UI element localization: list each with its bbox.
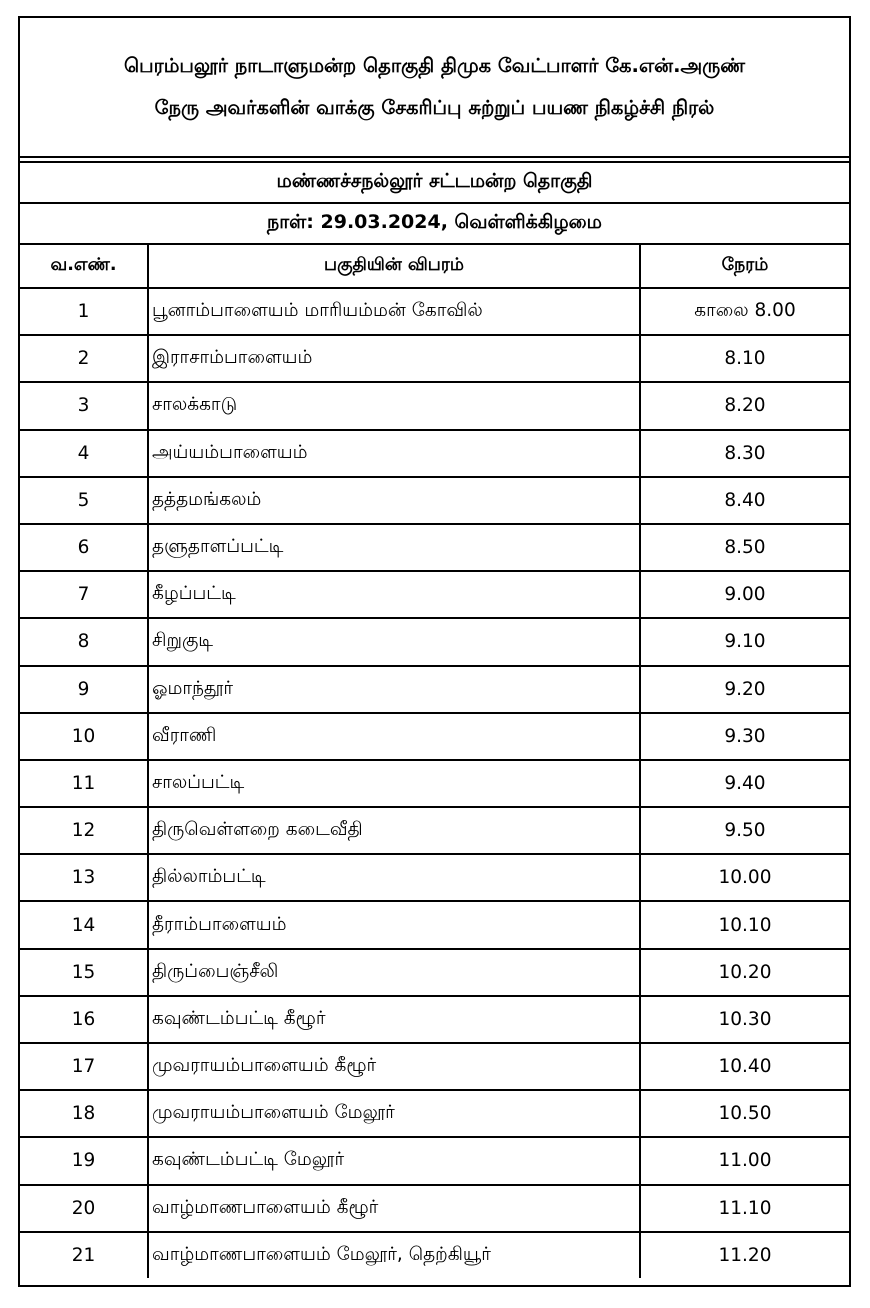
title-line-2: நேரு அவர்களின் வாக்கு சேகரிப்பு சுற்றுப் பயண நிகழ்ச்சி நிரல் [154, 96, 715, 119]
row-time: 9.20 [640, 666, 849, 713]
row-time: 11.10 [640, 1185, 849, 1232]
row-place: திருவெள்ளறை கடைவீதி [148, 807, 640, 854]
row-time: 9.10 [640, 618, 849, 665]
row-serial-no: 15 [20, 949, 148, 996]
row-time: 8.40 [640, 477, 849, 524]
table-row [20, 382, 849, 429]
row-time: 9.50 [640, 807, 849, 854]
row-place: தில்லாம்பட்டி [148, 854, 640, 901]
row-serial-no: 16 [20, 996, 148, 1043]
row-serial-no: 21 [20, 1232, 148, 1278]
row-place: வாழ்மாணபாளையம் மேலூர், தெற்கியூர் [148, 1232, 640, 1278]
row-serial-no: 19 [20, 1137, 148, 1184]
row-time: 10.40 [640, 1043, 849, 1090]
table-row [20, 901, 849, 948]
row-place: தளுதாளப்பட்டி [148, 524, 640, 571]
constituency-heading: மண்ணச்சநல்லூர் சட்டமன்ற தொகுதி [20, 163, 849, 204]
row-time: 10.20 [640, 949, 849, 996]
row-place: தத்தமங்கலம் [148, 477, 640, 524]
row-serial-no: 12 [20, 807, 148, 854]
row-time: 8.10 [640, 335, 849, 382]
table-row [20, 430, 849, 477]
row-place: இராசாம்பாளையம் [148, 335, 640, 382]
row-serial-no: 20 [20, 1185, 148, 1232]
row-serial-no: 4 [20, 430, 148, 477]
table-row [20, 807, 849, 854]
row-serial-no: 6 [20, 524, 148, 571]
row-place: தீராம்பாளையம் [148, 901, 640, 948]
table-row [20, 288, 849, 335]
row-place: ஓமாந்தூர் [148, 666, 640, 713]
row-serial-no: 10 [20, 713, 148, 760]
row-time: 11.00 [640, 1137, 849, 1184]
table-row [20, 1137, 849, 1184]
row-place: வாழ்மாணபாளையம் கீழூர் [148, 1185, 640, 1232]
table-row [20, 524, 849, 571]
table-row [20, 854, 849, 901]
row-place: சாலக்காடு [148, 382, 640, 429]
row-serial-no: 2 [20, 335, 148, 382]
row-serial-no: 5 [20, 477, 148, 524]
row-place: கவுண்டம்பட்டி கீழூர் [148, 996, 640, 1043]
row-time: காலை 8.00 [640, 288, 849, 335]
header-time: நேரம் [640, 245, 849, 288]
row-place: கவுண்டம்பட்டி மேலூர் [148, 1137, 640, 1184]
row-serial-no: 9 [20, 666, 148, 713]
row-place: பூனாம்பாளையம் மாரியம்மன் கோவில் [148, 288, 640, 335]
row-serial-no: 14 [20, 901, 148, 948]
row-serial-no: 7 [20, 571, 148, 618]
row-serial-no: 11 [20, 760, 148, 807]
row-place: முவராயம்பாளையம் கீழூர் [148, 1043, 640, 1090]
table-row [20, 1232, 849, 1278]
header-place-details: பகுதியின் விபரம் [148, 245, 640, 288]
row-time: 11.20 [718, 1244, 772, 1266]
row-time: 10.10 [640, 901, 849, 948]
row-serial-no: 18 [20, 1090, 148, 1137]
row-time: 9.30 [640, 713, 849, 760]
row-place: வீராணி [148, 713, 640, 760]
table-row [20, 571, 849, 618]
row-place: முவராயம்பாளையம் மேலூர் [148, 1090, 640, 1137]
row-place: சிறுகுடி [148, 618, 640, 665]
row-time: 10.50 [640, 1090, 849, 1137]
title-box [20, 18, 849, 158]
table-row [20, 666, 849, 713]
row-place: கீழப்பட்டி [148, 571, 640, 618]
row-place: அய்யம்பாளையம் [148, 430, 640, 477]
row-serial-no: 17 [20, 1043, 148, 1090]
row-serial-no: 8 [20, 618, 148, 665]
row-serial-no: 3 [20, 382, 148, 429]
table-row [20, 996, 849, 1043]
row-place: திருப்பைஞ்சீலி [148, 949, 640, 996]
row-time: 9.40 [640, 760, 849, 807]
table-row [20, 1185, 849, 1232]
row-time: 8.50 [640, 524, 849, 571]
header-serial-no: வ.எண். [20, 245, 148, 288]
table-row [20, 1043, 849, 1090]
date-line: நாள்: 29.03.2024, வெள்ளிக்கிழமை [20, 204, 849, 245]
table-row [20, 335, 849, 382]
table-row [20, 618, 849, 665]
table-header-row [20, 245, 849, 288]
row-time: 8.20 [640, 382, 849, 429]
table-row [20, 713, 849, 760]
row-serial-no: 1 [20, 288, 148, 335]
row-time: 10.30 [640, 996, 849, 1043]
row-place: சாலப்பட்டி [148, 760, 640, 807]
row-time: 8.30 [640, 430, 849, 477]
table-row [20, 949, 849, 996]
table-row [20, 760, 849, 807]
schedule-sheet [18, 16, 851, 1287]
table-row [20, 1090, 849, 1137]
row-time: 10.00 [640, 854, 849, 901]
row-serial-no: 13 [20, 854, 148, 901]
title-line-1: பெரம்பலூர் நாடாளுமன்ற தொகுதி திமுக வேட்பாளர் கே.என்.அருண் [123, 54, 746, 77]
row-time: 9.00 [640, 571, 849, 618]
table-row [20, 477, 849, 524]
schedule-table [20, 245, 849, 1278]
